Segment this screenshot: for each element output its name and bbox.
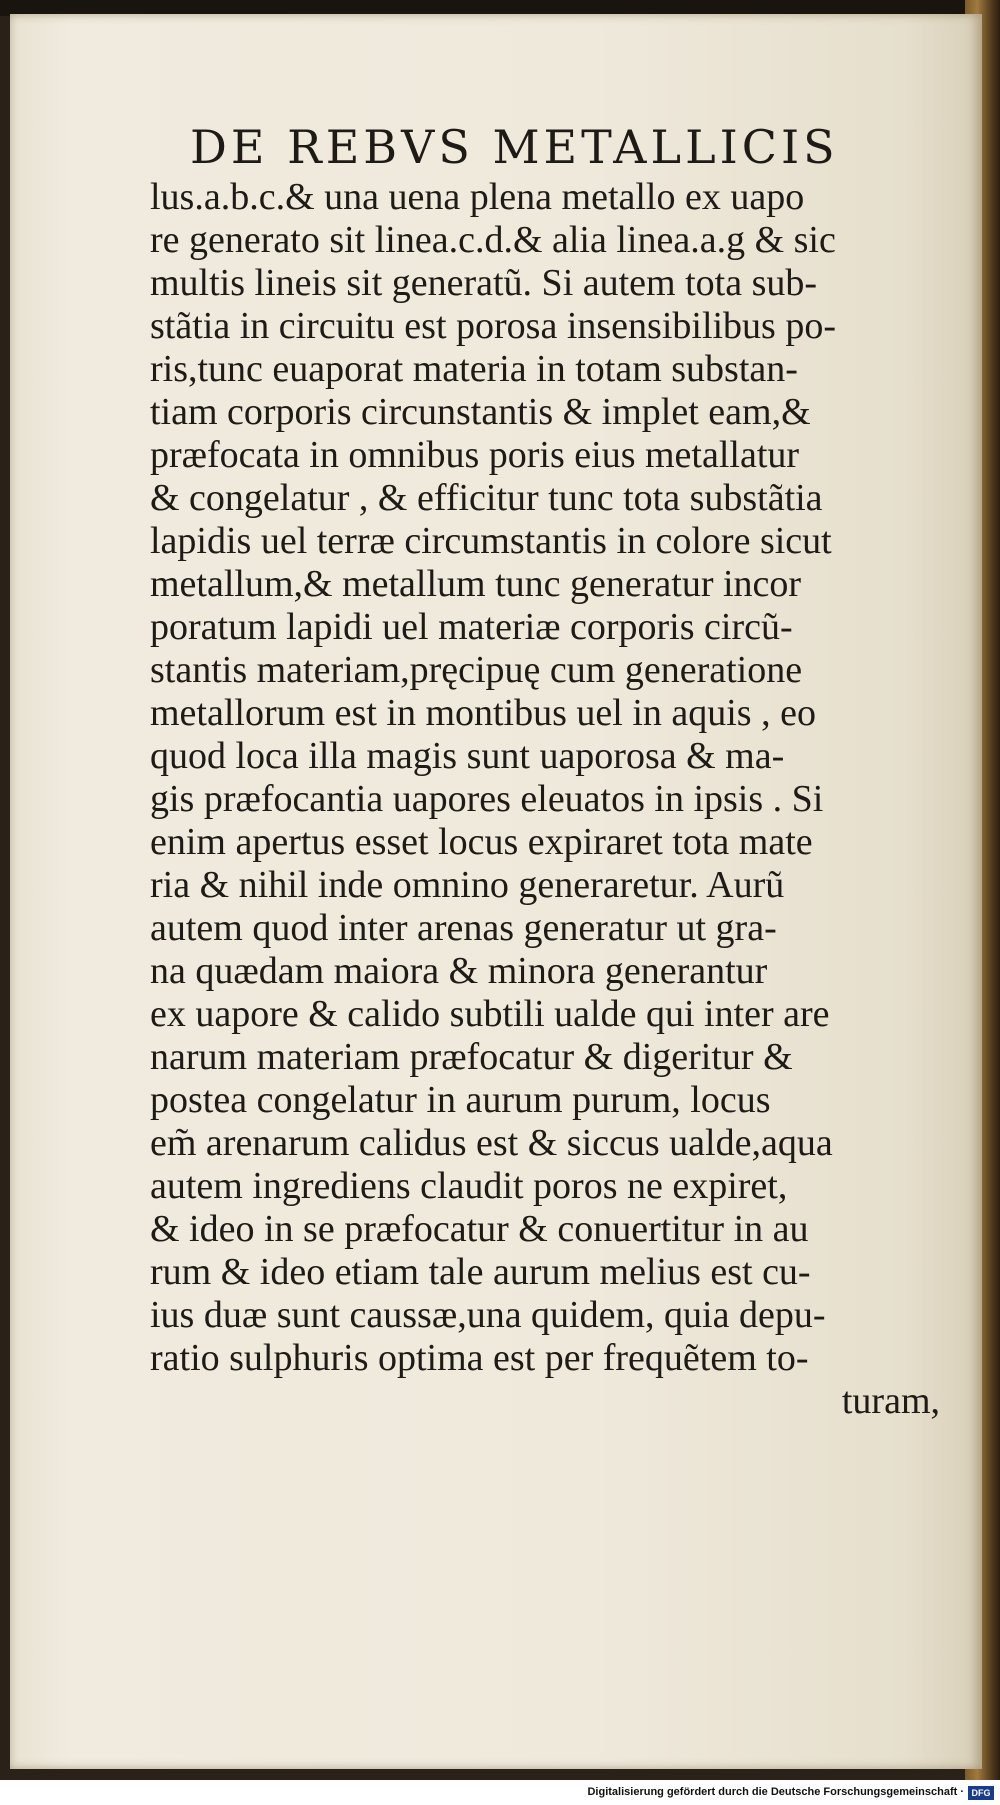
text-line: re generato sit linea.c.d.& alia linea.a.g & sic: [150, 219, 836, 261]
text-line: postea congelatur in aurum purum, locus: [150, 1079, 771, 1121]
text-line: ius duæ sunt caussæ,una quidem, quia depu-: [150, 1294, 826, 1336]
text-line: lapidis uel terræ circumstantis in colore sicut: [150, 520, 832, 562]
text-line: & congelatur , & efficitur tunc tota substãtia: [150, 477, 823, 519]
text-line: narum materiam præfocatur & digeritur &: [150, 1036, 793, 1078]
running-head: DE REBVS METALLICIS: [190, 120, 839, 174]
text-line: turam,: [841, 1380, 940, 1422]
text-line: ria & nihil inde omnino generaretur. Aurũ: [150, 864, 785, 906]
text-line: gis præfocantia uapores eleuatos in ipsis . Si: [150, 778, 824, 820]
text-line: ris,tunc euaporat materia in totam substan-: [150, 348, 798, 390]
text-line: ratio sulphuris optima est per frequẽtem to-: [150, 1337, 809, 1379]
text-line: na quædam maiora & minora generantur: [150, 950, 768, 992]
text-line: lus.a.b.c.& una uena plena metallo ex uapo: [150, 176, 805, 218]
text-line: metallum,& metallum tunc generatur incor: [150, 563, 802, 605]
text-line: stantis materiam,pręcipuę cum generatione: [150, 649, 803, 691]
text-line: multis lineis sit generatũ. Si autem tota sub-: [150, 262, 818, 304]
text-line: autem quod inter arenas generatur ut gra-: [150, 907, 777, 949]
text-line: & ideo in se præfocatur & conuertitur in au: [150, 1208, 809, 1250]
dfg-logo-icon: DFG: [968, 1786, 994, 1800]
text-line: ex uapore & calido subtili ualde qui inter are: [150, 993, 830, 1035]
text-line: em̃ arenarum calidus est & siccus ualde,aqua: [150, 1122, 833, 1164]
text-line: stãtia in circuitu est porosa insensibilibus po-: [150, 305, 837, 347]
text-line: autem ingrediens claudit poros ne expiret,: [150, 1165, 788, 1207]
text-line: quod loca illa magis sunt uaporosa & ma-: [150, 735, 785, 777]
text-line: rum & ideo etiam tale aurum melius est cu-: [150, 1251, 811, 1293]
text-line: metallorum est in montibus uel in aquis , eo: [150, 692, 816, 734]
text-line: poratum lapidi uel materiæ corporis circũ-: [150, 606, 793, 648]
page-text: [150, 176, 950, 1423]
text-line: enim apertus esset locus expiraret tota mate: [150, 821, 813, 863]
text-line: tiam corporis circunstantis & implet eam,&: [150, 391, 811, 433]
digitization-credit: Digitalisierung gefördert durch die Deutsche Forschungsgemeinschaft ·: [587, 1786, 964, 1798]
text-line: præfocata in omnibus poris eius metallatur: [150, 434, 800, 476]
